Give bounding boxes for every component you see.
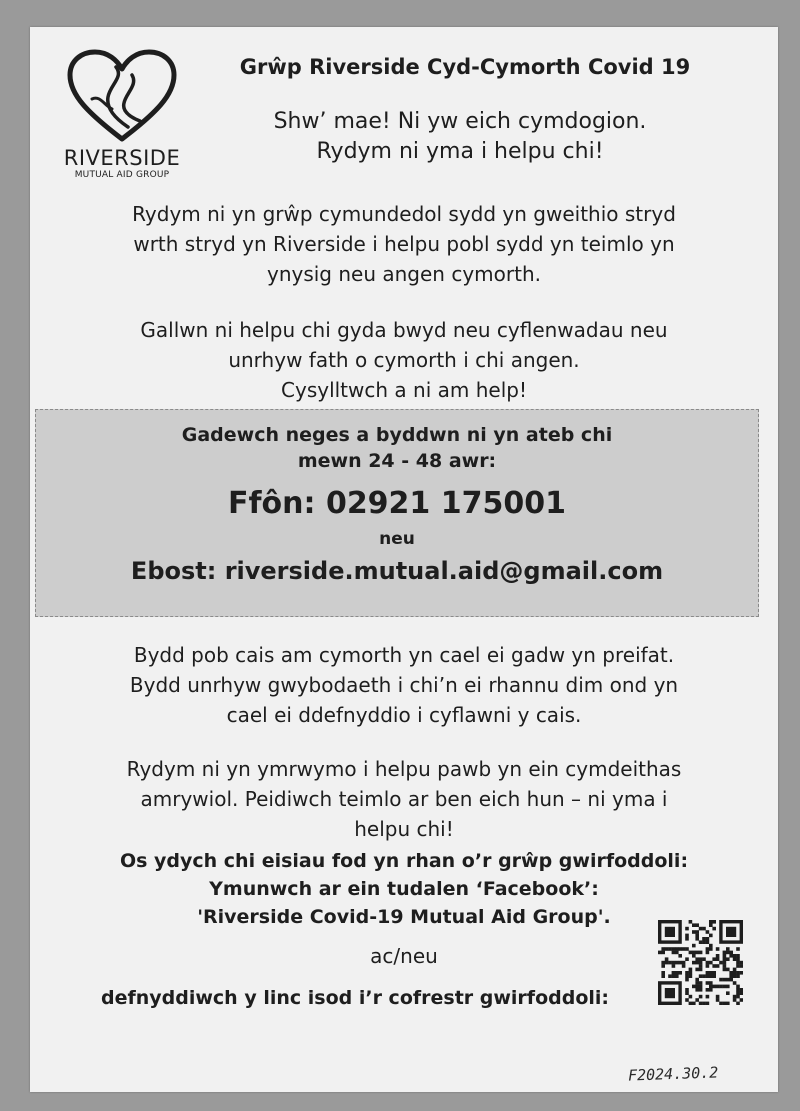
leaflet-page	[30, 27, 778, 1092]
register-text: defnyddiwch y linc isod i’r cofrestr gwirfoddoli:	[100, 987, 610, 1009]
commitment-paragraph	[44, 754, 764, 844]
contact-or: neu	[379, 529, 415, 549]
email-address[interactable]: Ebost: riverside.mutual.aid@gmail.com	[130, 557, 664, 585]
volunteer-block	[44, 847, 764, 931]
heart-river-icon	[66, 49, 178, 145]
riverside-logo	[52, 49, 192, 181]
greeting	[190, 107, 730, 167]
page-title: Grŵp Riverside Cyd-Cymorth Covid 19	[239, 55, 691, 79]
privacy-line: Bydd unrhyw gwybodaeth i chi’n ei rhannu dim ond yn	[129, 673, 679, 697]
logo-subtitle: MUTUAL AID GROUP	[74, 170, 170, 180]
privacy-paragraph	[44, 640, 764, 730]
contact-lead-line: Gadewch neges a byddwn ni yn ateb chi	[181, 424, 613, 446]
intro-paragraph	[44, 199, 764, 289]
privacy-line: cael ei ddefnyddio i cyflawni y cais.	[226, 703, 582, 727]
facebook-group-name: 'Riverside Covid-19 Mutual Aid Group'.	[197, 906, 611, 928]
help-line: Gallwn ni helpu chi gyda bwyd neu cyflenwadau neu	[140, 318, 668, 342]
privacy-line: Bydd pob cais am cymorth yn cael ei gadw yn preifat.	[133, 643, 675, 667]
contact-lead-line: mewn 24 - 48 awr:	[297, 450, 497, 472]
logo-name: RIVERSIDE	[63, 146, 181, 170]
intro-line: wrth stryd yn Riverside i helpu pobl sydd yn teimlo yn	[133, 232, 675, 256]
contact-box	[35, 409, 759, 617]
intro-line: ynysig neu angen cymorth.	[266, 262, 541, 286]
phone-number[interactable]: Ffôn: 02921 175001	[227, 486, 566, 521]
greeting-line: Shw’ mae! Ni yw eich cymdogion.	[273, 109, 647, 134]
qr-code-icon[interactable]	[658, 920, 743, 1005]
help-line: unrhyw fath o cymorth i chi angen.	[228, 348, 580, 372]
commitment-line: Rydym ni yn ymrwymo i helpu pawb yn ein cymdeithas	[126, 757, 682, 781]
volunteer-line: Os ydych chi eisiau fod yn rhan o’r grŵp gwirfoddoli:	[119, 850, 689, 872]
volunteer-line: Ymunwch ar ein tudalen ‘Facebook’:	[209, 878, 599, 900]
commitment-line: helpu chi!	[354, 817, 454, 841]
help-line: Cysylltwch a ni am help!	[281, 378, 527, 402]
and-or-text: ac/neu	[370, 944, 438, 968]
commitment-line: amrywiol. Peidiwch teimlo ar ben eich hun – ni yma i	[140, 787, 668, 811]
intro-line: Rydym ni yn grŵp cymundedol sydd yn gweithio stryd	[132, 202, 676, 226]
help-paragraph	[44, 315, 764, 405]
greeting-line: Rydym ni yma i helpu chi!	[316, 139, 604, 164]
archive-reference: F2024.30.2	[627, 1063, 719, 1085]
contact-lead	[36, 422, 758, 474]
